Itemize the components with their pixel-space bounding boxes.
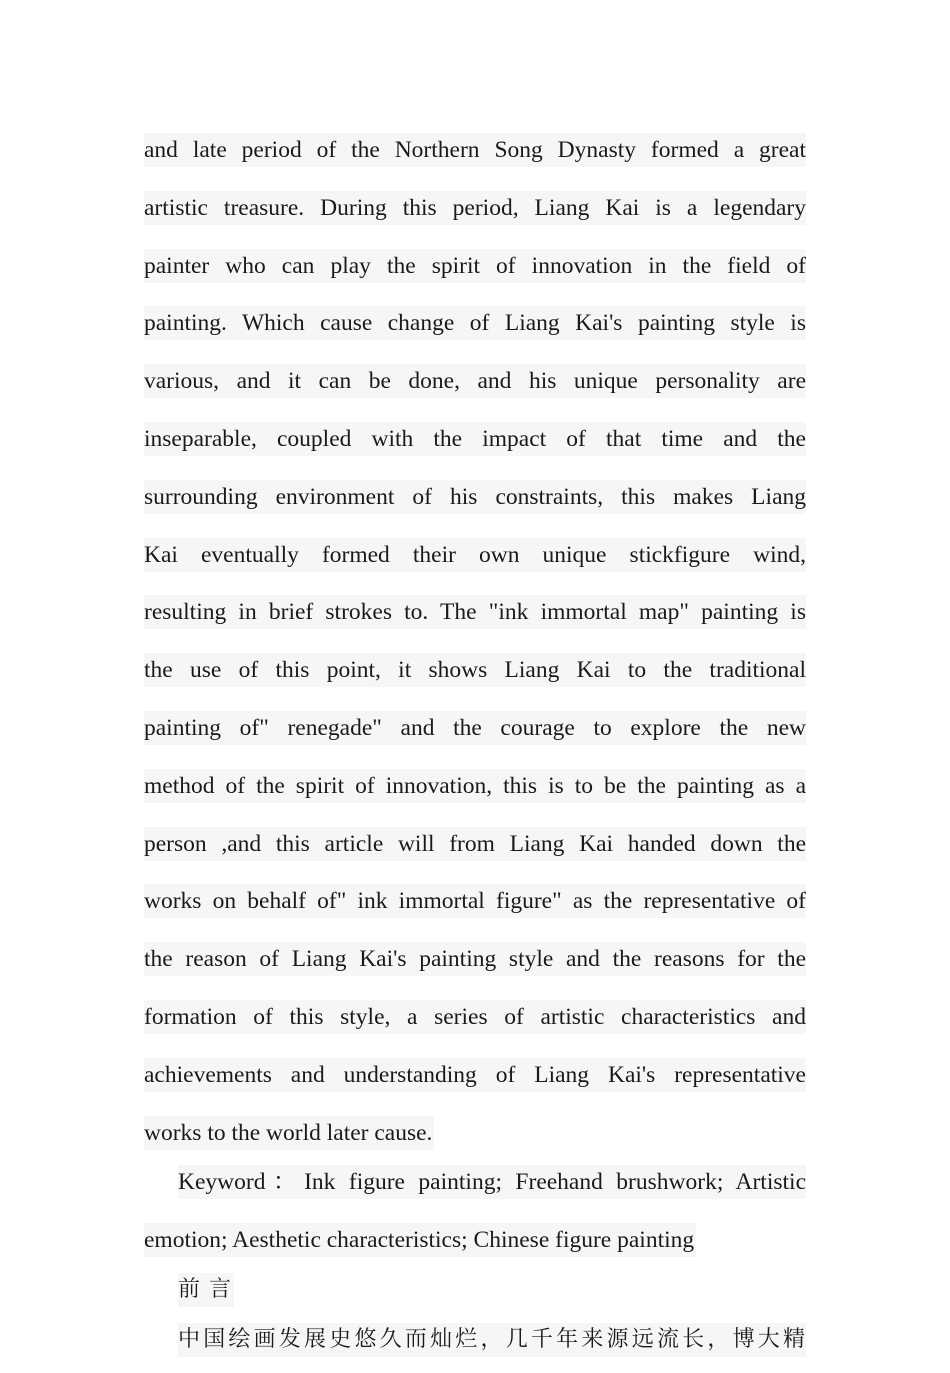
- abstract-line: and late period of the Northern Song Dynasty formed a great: [144, 133, 806, 183]
- abstract-line: painter who can play the spirit of innovation in the field of: [144, 249, 806, 299]
- abstract-line: Kai eventually formed their own unique stickfigure wind,: [144, 538, 806, 588]
- abstract-line: the reason of Liang Kai's painting style and the reasons for the: [144, 942, 806, 992]
- abstract-line: achievements and understanding of Liang Kai's representative: [144, 1058, 806, 1108]
- abstract-last-line: works to the world later cause.: [144, 1108, 806, 1158]
- preface-heading: 前 言: [144, 1265, 806, 1315]
- abstract-line: method of the spirit of innovation, this is to be the painting as a: [144, 769, 806, 819]
- abstract-line: resulting in brief strokes to. The "ink immortal map" painting is: [144, 595, 806, 645]
- abstract-line: person ,and this article will from Liang Kai handed down the: [144, 827, 806, 877]
- abstract-line: works on behalf of" ink immortal figure" as the representative of: [144, 884, 806, 934]
- abstract-line: formation of this style, a series of artistic characteristics and: [144, 1000, 806, 1050]
- document-body: [144, 125, 806, 1373]
- abstract-line: artistic treasure. During this period, Liang Kai is a legendary: [144, 191, 806, 241]
- abstract-line: inseparable, coupled with the impact of that time and the: [144, 422, 806, 472]
- abstract-line: painting. Which cause change of Liang Kai's painting style is: [144, 306, 806, 356]
- keywords-line-continued: emotion; Aesthetic characteristics; Chinese figure painting: [144, 1215, 806, 1265]
- abstract-line: painting of" renegade" and the courage to explore the new: [144, 711, 806, 761]
- preface-first-line: 中国绘画发展史悠久而灿烂，几千年来源远流长，博大精: [144, 1323, 806, 1373]
- abstract-line: the use of this point, it shows Liang Kai to the traditional: [144, 653, 806, 703]
- keywords-line: Keyword：Ink figure painting; Freehand brushwork; Artistic: [144, 1165, 806, 1215]
- abstract-line: surrounding environment of his constraints, this makes Liang: [144, 480, 806, 530]
- abstract-line: various, and it can be done, and his unique personality are: [144, 364, 806, 414]
